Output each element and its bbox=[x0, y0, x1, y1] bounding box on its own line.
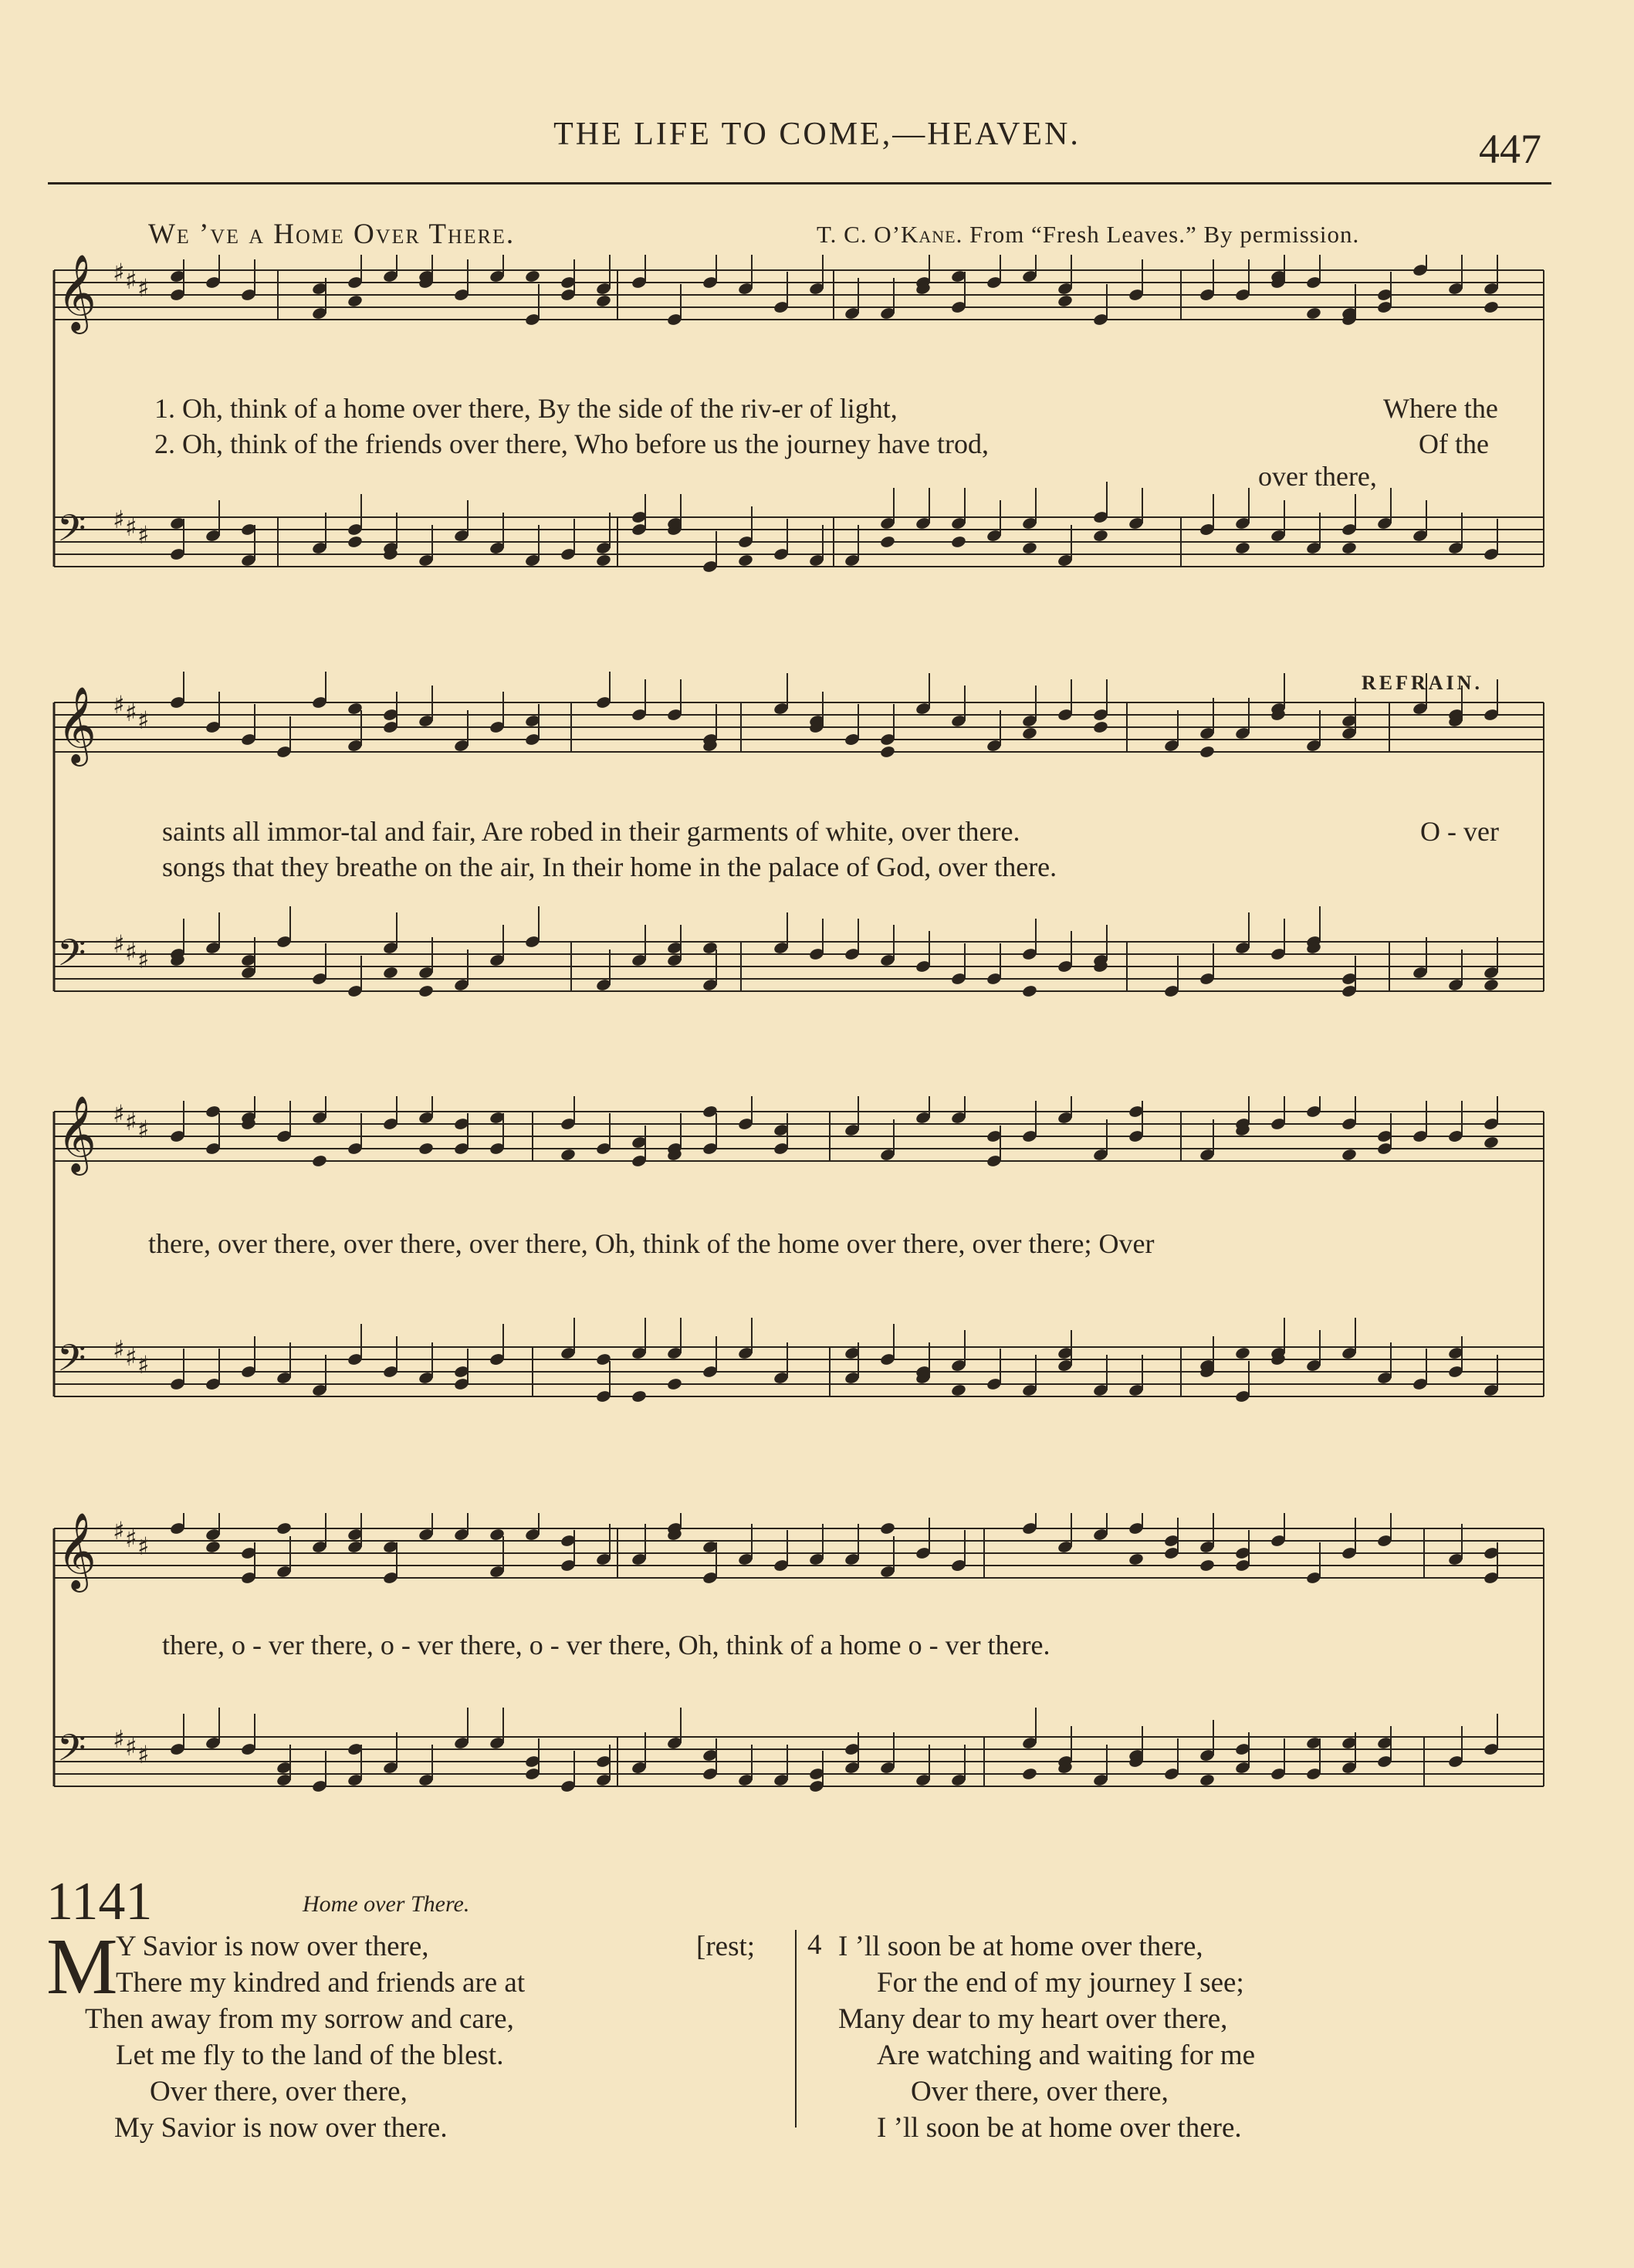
lyric-line-tail: Where the bbox=[1383, 393, 1498, 424]
bass-staff bbox=[54, 1318, 1544, 1403]
treble-staff bbox=[54, 1096, 1544, 1176]
note-head bbox=[879, 1522, 895, 1535]
note-head bbox=[347, 535, 363, 549]
note-head bbox=[1092, 529, 1108, 543]
verse-1-line: My Savior is now over there. bbox=[114, 2112, 448, 2144]
running-head: THE LIFE TO COME,—HEAVEN. bbox=[553, 117, 1081, 152]
sharp-icon: ♯ bbox=[125, 1342, 137, 1372]
drop-cap: M bbox=[46, 1922, 118, 2011]
note-head bbox=[418, 1142, 434, 1156]
staff-notation-4 bbox=[0, 1513, 1634, 1860]
attribution-source: From “Fresh Leaves.” By permission. bbox=[969, 221, 1360, 248]
lyric-line: there, o - ver there, o - ver there, o - ver there, Oh, think of a home o - ver there. bbox=[162, 1630, 1050, 1660]
music-system-1 bbox=[0, 255, 1634, 656]
note-head bbox=[1483, 300, 1499, 314]
sharp-icon: ♯ bbox=[113, 1099, 125, 1129]
treble-clef-icon: 𝄞 bbox=[57, 686, 96, 763]
lyric-line: 2. Oh, think of the friends over there, Who before us the journey have trod, bbox=[154, 428, 990, 459]
sharp-icon: ♯ bbox=[137, 520, 150, 550]
note-head bbox=[1021, 984, 1037, 998]
sharp-icon: ♯ bbox=[113, 690, 125, 719]
sharp-icon: ♯ bbox=[125, 1107, 137, 1136]
treble-staff bbox=[54, 255, 1544, 334]
attribution-author: T. C. O’Kane. bbox=[817, 221, 963, 248]
note-head bbox=[205, 1540, 221, 1554]
lyric-line-tail: Of the bbox=[1419, 428, 1489, 459]
sharp-icon: ♯ bbox=[125, 1732, 137, 1762]
refrain-label: REFRAIN. bbox=[1362, 672, 1483, 694]
bass-staff bbox=[54, 482, 1544, 574]
sharp-icon: ♯ bbox=[137, 1350, 150, 1379]
note-head bbox=[1199, 745, 1215, 759]
note-head bbox=[631, 1390, 647, 1403]
music-system-2 bbox=[0, 672, 1634, 1073]
verse-1-line: Then away from my sorrow and care, bbox=[85, 2003, 514, 2035]
lyric-line: saints all immor-tal and fair, Are robed in their garments of white, over there. bbox=[162, 816, 1020, 847]
verse-4-line: Many dear to my heart over there, bbox=[838, 2003, 1228, 2035]
note-head bbox=[737, 553, 753, 567]
bass-clef-icon: 𝄢 bbox=[57, 931, 86, 983]
sharp-icon: ♯ bbox=[125, 513, 137, 542]
note-head bbox=[595, 294, 611, 308]
note-head bbox=[1341, 1148, 1357, 1162]
sharp-icon: ♯ bbox=[113, 929, 125, 959]
staff-notation-3 bbox=[0, 1096, 1634, 1498]
sharp-icon: ♯ bbox=[137, 1532, 150, 1561]
verse-1-first-line-tail: [rest; bbox=[696, 1931, 756, 1962]
note-head bbox=[276, 1522, 292, 1535]
treble-clef-icon: 𝄞 bbox=[57, 1096, 96, 1173]
sharp-icon: ♯ bbox=[137, 706, 150, 735]
sharp-icon: ♯ bbox=[137, 1740, 150, 1769]
note-head bbox=[418, 984, 434, 998]
note-head bbox=[1092, 720, 1108, 734]
verse-4-line: For the end of my journey I see; bbox=[877, 1967, 1244, 1999]
note-head bbox=[1341, 541, 1357, 555]
lyric-line: there, over there, over there, over there, Oh, think of the home over there, over there; Over bbox=[148, 1228, 1155, 1259]
sharp-icon: ♯ bbox=[113, 1335, 125, 1364]
sharp-icon: ♯ bbox=[125, 266, 137, 295]
sharp-icon: ♯ bbox=[113, 258, 125, 287]
verse-4-line: Are watching and waiting for me bbox=[877, 2040, 1256, 2071]
treble-clef-icon: 𝄞 bbox=[57, 255, 96, 331]
sharp-icon: ♯ bbox=[137, 273, 150, 303]
note-head bbox=[1483, 978, 1499, 992]
bass-clef-icon: 𝄢 bbox=[57, 1336, 86, 1389]
verse-line: Y Savior is now over there, bbox=[116, 1931, 429, 1962]
note-head bbox=[950, 1383, 966, 1397]
note-head bbox=[1483, 1136, 1499, 1149]
lyric-line-tail: O - ver bbox=[1420, 816, 1499, 847]
note-head bbox=[1057, 294, 1073, 308]
sharp-icon: ♯ bbox=[125, 937, 137, 966]
note-head bbox=[1021, 726, 1037, 740]
note-head bbox=[1305, 306, 1321, 320]
note-head bbox=[382, 966, 398, 980]
verse-4-line: Over there, over there, bbox=[911, 2076, 1169, 2107]
treble-staff bbox=[54, 672, 1544, 767]
note-head bbox=[666, 1377, 682, 1391]
verse-1-line: There my kindred and friends are at bbox=[116, 1967, 526, 1999]
verse-4-line: I ’ll soon be at home over there. bbox=[877, 2112, 1242, 2144]
treble-staff bbox=[54, 1513, 1544, 1593]
verse-1-first-line bbox=[116, 1928, 429, 1965]
hymn-attribution bbox=[817, 221, 1359, 249]
music-system-3 bbox=[0, 1096, 1634, 1498]
sharp-icon: ♯ bbox=[125, 1524, 137, 1553]
bass-clef-icon: 𝄢 bbox=[57, 506, 86, 559]
note-head bbox=[1128, 1552, 1144, 1566]
music-system-4 bbox=[0, 1513, 1634, 1860]
lyric-line: songs that they breathe on the air, In their home in the palace of God, over there. bbox=[162, 851, 1057, 882]
sharp-icon: ♯ bbox=[137, 1115, 150, 1144]
verse-number: 4 bbox=[807, 1929, 822, 1961]
sharp-icon: ♯ bbox=[113, 1725, 125, 1754]
note-head bbox=[524, 269, 540, 283]
note-head bbox=[1021, 541, 1037, 555]
note-head bbox=[347, 294, 363, 308]
note-head bbox=[879, 535, 895, 549]
lyric-line: 1. Oh, think of a home over there, By the side of the riv-er of light, bbox=[154, 393, 898, 424]
note-head bbox=[1199, 1773, 1215, 1787]
bass-clef-icon: 𝄢 bbox=[57, 1726, 86, 1779]
sharp-icon: ♯ bbox=[113, 1516, 125, 1545]
note-head bbox=[950, 535, 966, 549]
hymn-caption: Home over There. bbox=[303, 1891, 470, 1917]
verse-4-line: I ’ll soon be at home over there, bbox=[838, 1931, 1203, 1962]
note-head bbox=[1199, 1559, 1215, 1572]
header-rule bbox=[48, 182, 1551, 184]
sharp-icon: ♯ bbox=[137, 945, 150, 974]
verse-1-line: Over there, over there, bbox=[150, 2076, 408, 2107]
note-head bbox=[560, 1148, 576, 1162]
note-head bbox=[311, 1154, 327, 1168]
note-head bbox=[1021, 1767, 1037, 1781]
page-number: 447 bbox=[1479, 126, 1541, 172]
bass-staff bbox=[54, 906, 1544, 998]
lyric-line-extra: over there, bbox=[1258, 461, 1377, 492]
bass-staff bbox=[54, 1708, 1544, 1793]
hymn-title: We ’ve a Home Over There. bbox=[148, 218, 516, 250]
note-head bbox=[595, 553, 611, 567]
note-head bbox=[1234, 1346, 1250, 1360]
column-divider bbox=[795, 1930, 797, 2128]
note-head bbox=[879, 745, 895, 759]
treble-clef-icon: 𝄞 bbox=[57, 1513, 96, 1589]
hymn-number: 1141 bbox=[46, 1872, 153, 1931]
sharp-icon: ♯ bbox=[125, 698, 137, 727]
note-head bbox=[1234, 541, 1250, 555]
sharp-icon: ♯ bbox=[113, 505, 125, 534]
verse-1-line: Let me fly to the land of the blest. bbox=[116, 2040, 504, 2071]
